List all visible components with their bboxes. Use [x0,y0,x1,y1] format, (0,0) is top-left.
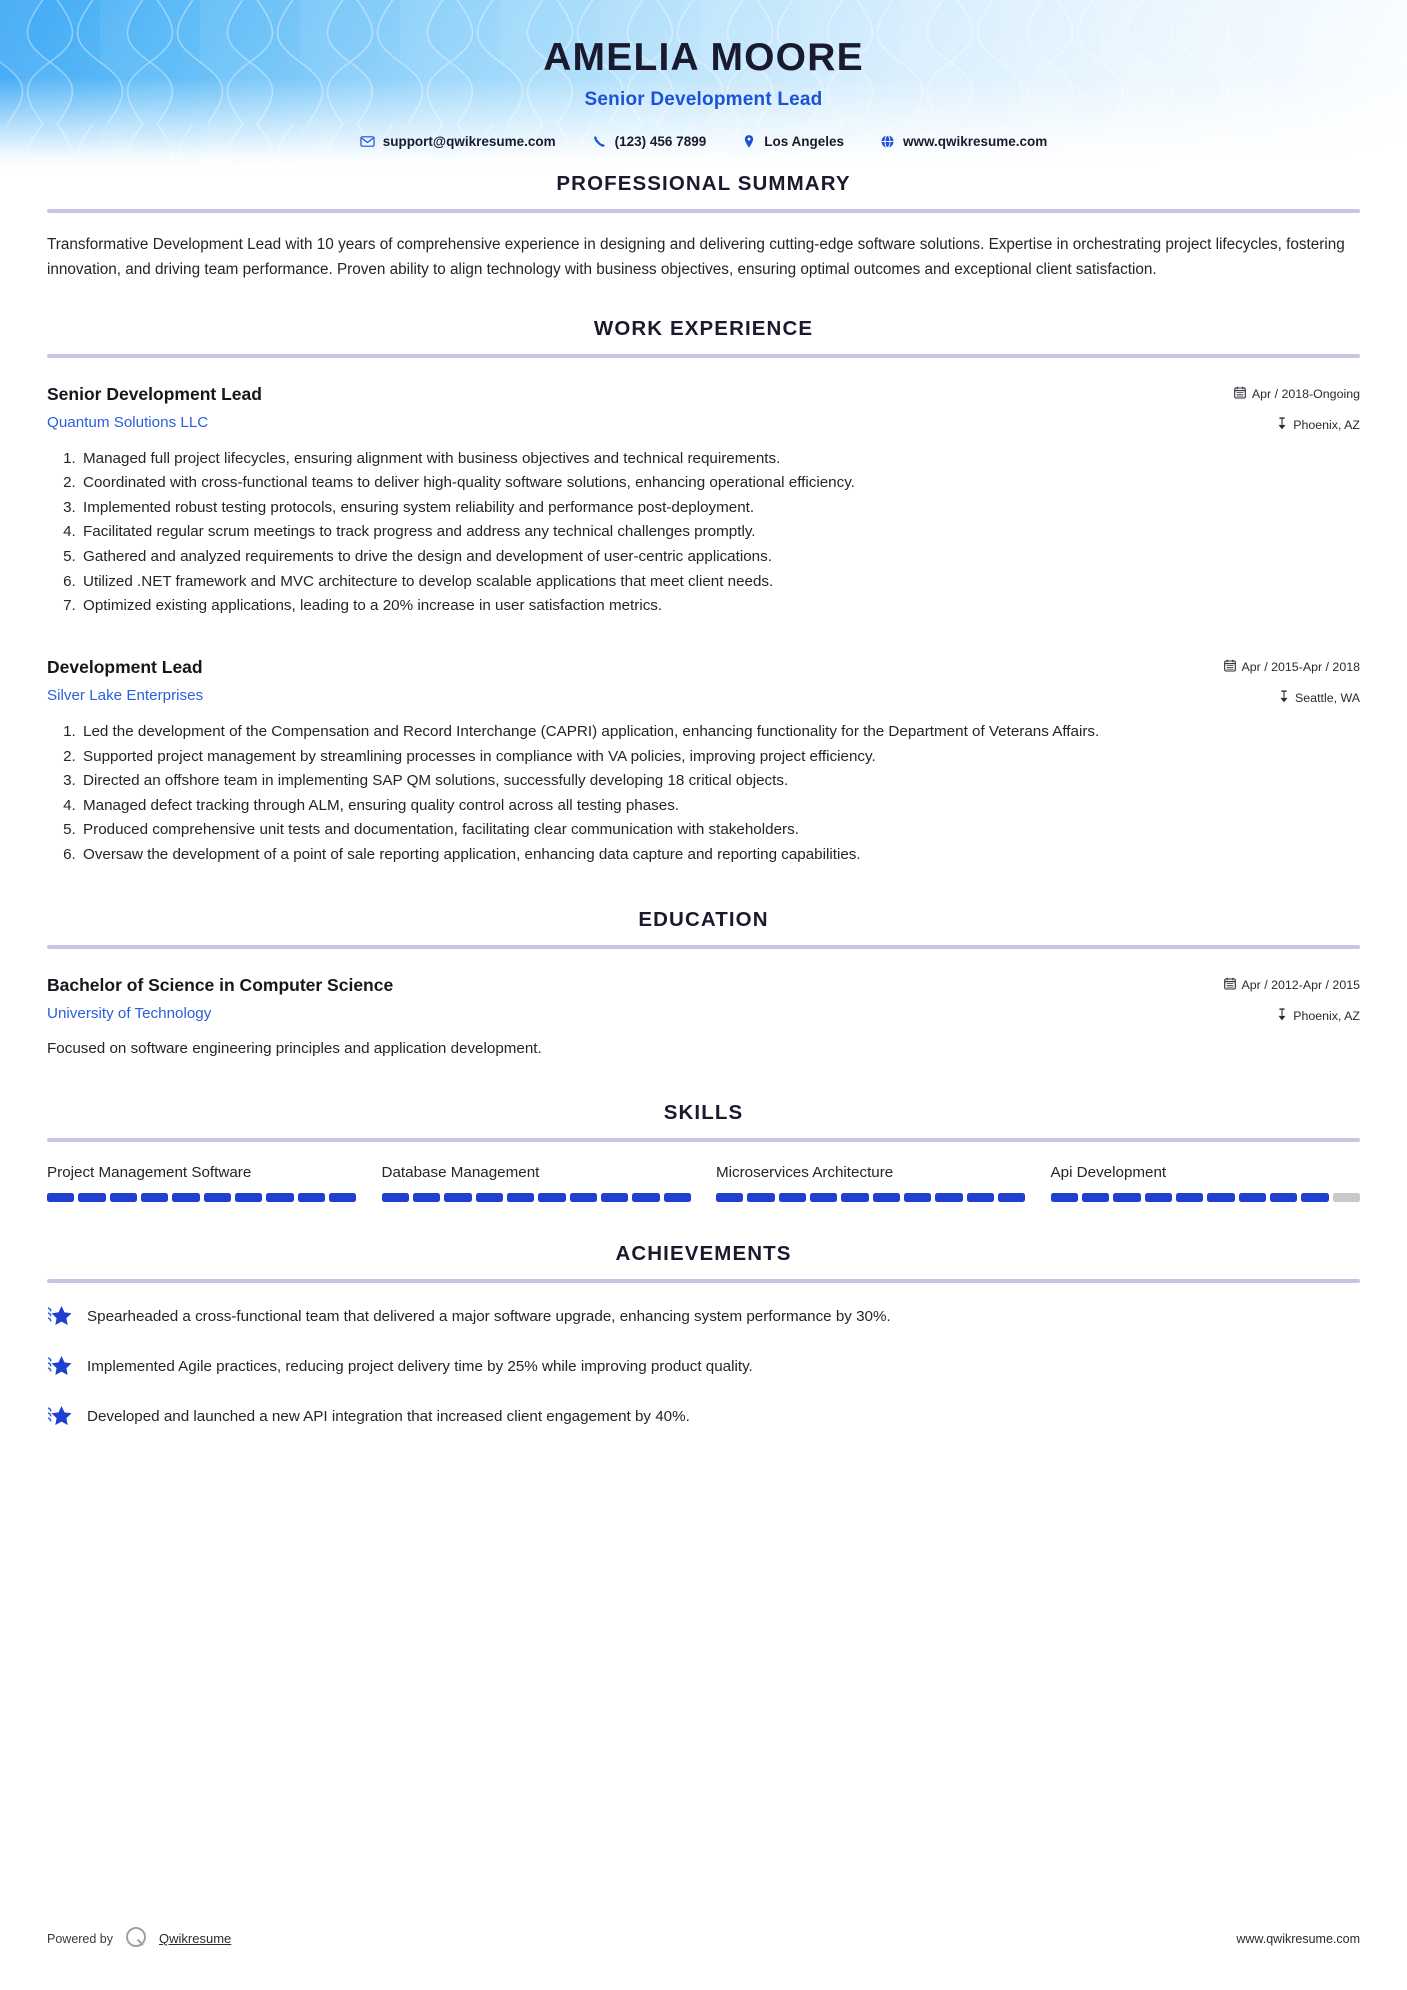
skill-segment-filled [716,1193,743,1202]
star-badge-icon [47,1304,73,1333]
skill-segment-filled [1145,1193,1172,1202]
section-achievements [47,1242,1360,1433]
achievements-list [47,1305,1360,1433]
achievement-text: Developed and launched a new API integration that increased client engagement by 40%. [87,1407,690,1425]
work-role: Development Lead [47,656,203,677]
skill-segment-filled [998,1193,1025,1202]
section-divider [47,1279,1360,1283]
work-dates-row [1234,386,1360,402]
education-dates-row [1224,977,1360,993]
education-entry-head [47,975,1360,1024]
location-pin-icon [742,134,756,149]
footer-url: www.qwikresume.com [1236,1931,1360,1946]
qwikresume-logo-icon [124,1925,148,1952]
skill-segment-filled [904,1193,931,1202]
section-education [47,908,1360,1061]
skill-segment-filled [1301,1193,1328,1202]
work-bullets [47,720,1360,868]
skill-item [47,1164,357,1202]
work-bullet: 4. Facilitated regular scrum meetings to track progress and address any technical challenges promptly. [80,520,1360,545]
calendar-icon [1234,386,1246,402]
contact-row [0,134,1407,149]
skill-segment-filled [1270,1193,1297,1202]
phone-icon [592,134,607,149]
skill-segment-filled [141,1193,168,1202]
skill-segment-filled [779,1193,806,1202]
skill-segment-filled [204,1193,231,1202]
achievement-item [47,1405,1360,1433]
footer-brand-link[interactable]: Qwikresume [159,1931,232,1946]
contact-location-text: Los Angeles [764,134,844,149]
section-divider [47,1138,1360,1142]
work-entry-head [47,384,1360,433]
skill-segment-filled [538,1193,565,1202]
work-role: Senior Development Lead [47,383,262,404]
work-bullet: 6. Utilized .NET framework and MVC architecture to develop scalable applications that meet client needs. [80,570,1360,595]
resume-body [0,172,1407,1433]
work-bullets [47,447,1360,619]
skill-segment-filled [1113,1193,1140,1202]
skill-segment-filled [967,1193,994,1202]
work-bullet: 3. Directed an offshore team in implementing SAP QM solutions, successfully developing 18 critical objects. [80,769,1360,794]
work-bullet: 1. Led the development of the Compensation and Record Interchange (CAPRI) application, enhancing functionality for the Department of Veterans Affairs. [80,720,1360,745]
map-pin-icon [1277,417,1287,433]
work-meta [1224,657,1360,706]
skill-segment-filled [935,1193,962,1202]
skill-segment-filled [329,1193,356,1202]
work-dates-row [1224,659,1360,675]
skill-label: Database Management [381,1163,540,1181]
skill-segment-filled [47,1193,74,1202]
contact-phone-text: (123) 456 7899 [614,134,707,149]
education-meta [1224,975,1360,1024]
skill-label: Api Development [1050,1163,1167,1181]
map-pin-icon [1277,1008,1287,1024]
skill-segment-filled [235,1193,262,1202]
skill-segment-filled [476,1193,503,1202]
work-bullet: 7. Optimized existing applications, leading to a 20% increase in user satisfaction metrics. [80,594,1360,619]
footer-powered-by-label: Powered by [47,1931,114,1946]
work-bullet: 6. Oversaw the development of a point of sale reporting application, enhancing data capture and reporting capabilities. [80,843,1360,868]
work-bullet: 5. Gathered and analyzed requirements to drive the design and development of user-centric applications. [80,545,1360,570]
candidate-name: AMELIA MOORE [543,36,864,79]
skill-segment-filled [110,1193,137,1202]
work-company[interactable]: Silver Lake Enterprises [47,686,204,704]
work-entry [47,657,1360,868]
skill-segment-filled [664,1193,691,1202]
contact-website[interactable] [862,134,1065,149]
skill-segment-filled [507,1193,534,1202]
work-company[interactable]: Quantum Solutions LLC [47,413,209,431]
footer-powered-by-group [47,1925,231,1952]
work-location-row [1234,417,1360,433]
work-bullet: 5. Produced comprehensive unit tests and documentation, facilitating clear communication with stakeholders. [80,818,1360,843]
education-location-row [1224,1008,1360,1024]
star-badge-icon [47,1354,73,1383]
section-divider [47,209,1360,213]
calendar-icon [1224,659,1236,675]
skill-rating-bar [47,1193,357,1202]
section-divider [47,945,1360,949]
skill-segment-filled [382,1193,409,1202]
skill-rating-bar [716,1193,1026,1202]
achievement-text: Implemented Agile practices, reducing project delivery time by 25% while improving product quality. [87,1357,753,1375]
work-dates: Apr / 2015-Apr / 2018 [1241,659,1360,674]
work-location: Seattle, WA [1295,690,1360,705]
skill-item [1051,1164,1361,1202]
skill-segment-filled [747,1193,774,1202]
skill-item [716,1164,1026,1202]
work-entry-head [47,657,1360,706]
skill-segment-filled [1207,1193,1234,1202]
contact-email-text: support@qwikresume.com [382,134,556,149]
skill-label: Microservices Architecture [716,1163,894,1181]
work-entry [47,384,1360,619]
map-pin-icon [1279,690,1289,706]
section-work-experience [47,317,1360,868]
section-title-achievements: ACHIEVEMENTS [615,1241,792,1265]
skill-segment-filled [873,1193,900,1202]
page-footer [47,1925,1360,1952]
contact-email[interactable] [342,134,574,149]
work-bullet: 1. Managed full project lifecycles, ensuring alignment with business objectives and technical requirements. [80,447,1360,472]
skill-segment-filled [1176,1193,1203,1202]
section-divider [47,354,1360,358]
skill-item [382,1164,692,1202]
section-title-skills: SKILLS [663,1100,744,1124]
skill-segment-filled [632,1193,659,1202]
skill-segment-filled [413,1193,440,1202]
candidate-role: Senior Development Lead [584,89,823,110]
work-bullet: 3. Implemented robust testing protocols, ensuring system reliability and performance post-deployment. [80,496,1360,521]
achievement-item [47,1355,1360,1383]
skill-segment-filled [570,1193,597,1202]
calendar-icon [1224,977,1236,993]
work-bullet: 2. Coordinated with cross-functional teams to deliver high-quality software solutions, enhancing operational efficiency. [80,471,1360,496]
skill-label: Project Management Software [47,1163,252,1181]
skill-segment-filled [298,1193,325,1202]
contact-phone[interactable] [574,134,725,149]
skill-segment-filled [1051,1193,1078,1202]
education-entry [47,975,1360,1061]
contact-website-text: www.qwikresume.com [903,134,1048,149]
skill-segment-filled [841,1193,868,1202]
education-degree: Bachelor of Science in Computer Science [47,974,394,995]
globe-icon [880,134,895,149]
education-dates: Apr / 2012-Apr / 2015 [1241,977,1360,992]
work-location: Phoenix, AZ [1293,417,1360,432]
skill-segment-filled [1082,1193,1109,1202]
education-location: Phoenix, AZ [1293,1008,1360,1023]
section-title-education: EDUCATION [638,907,769,931]
work-dates: Apr / 2018-Ongoing [1251,386,1360,401]
skill-rating-bar [382,1193,692,1202]
skill-segment-filled [78,1193,105,1202]
skill-segment-filled [172,1193,199,1202]
skill-segment-empty [1333,1193,1360,1202]
skill-rating-bar [1051,1193,1361,1202]
section-professional-summary [47,172,1360,283]
education-description: Focused on software engineering principles and application development. [47,1039,542,1057]
work-meta [1234,384,1360,433]
skill-segment-filled [810,1193,837,1202]
contact-location[interactable] [724,134,862,149]
section-title-work: WORK EXPERIENCE [593,316,814,340]
skill-segment-filled [1239,1193,1266,1202]
education-school[interactable]: University of Technology [47,1004,212,1022]
work-location-row [1224,690,1360,706]
skill-segment-filled [601,1193,628,1202]
summary-body: Transformative Development Lead with 10 years of comprehensive experience in designing and delivering cutting-edge software solutions. Expertise in orchestrating project lifecycles, fostering innovation, and driving team performance. Proven ability to align technology with business objectives, ensuring optimal outcomes and exceptional client satisfaction. [47,236,1345,278]
work-bullet: 4. Managed defect tracking through ALM, ensuring quality control across all testing phases. [80,794,1360,819]
skill-segment-filled [266,1193,293,1202]
section-title-summary: PROFESSIONAL SUMMARY [556,172,851,195]
work-bullet: 2. Supported project management by streamlining processes in compliance with VA policies, improving project efficiency. [80,745,1360,770]
skills-grid [47,1164,1360,1202]
section-skills [47,1101,1360,1202]
email-icon [360,134,375,149]
resume-header [0,0,1407,172]
skill-segment-filled [444,1193,471,1202]
achievement-item [47,1305,1360,1333]
star-badge-icon [47,1404,73,1433]
achievement-text: Spearheaded a cross-functional team that delivered a major software upgrade, enhancing system performance by 30%. [87,1307,891,1325]
